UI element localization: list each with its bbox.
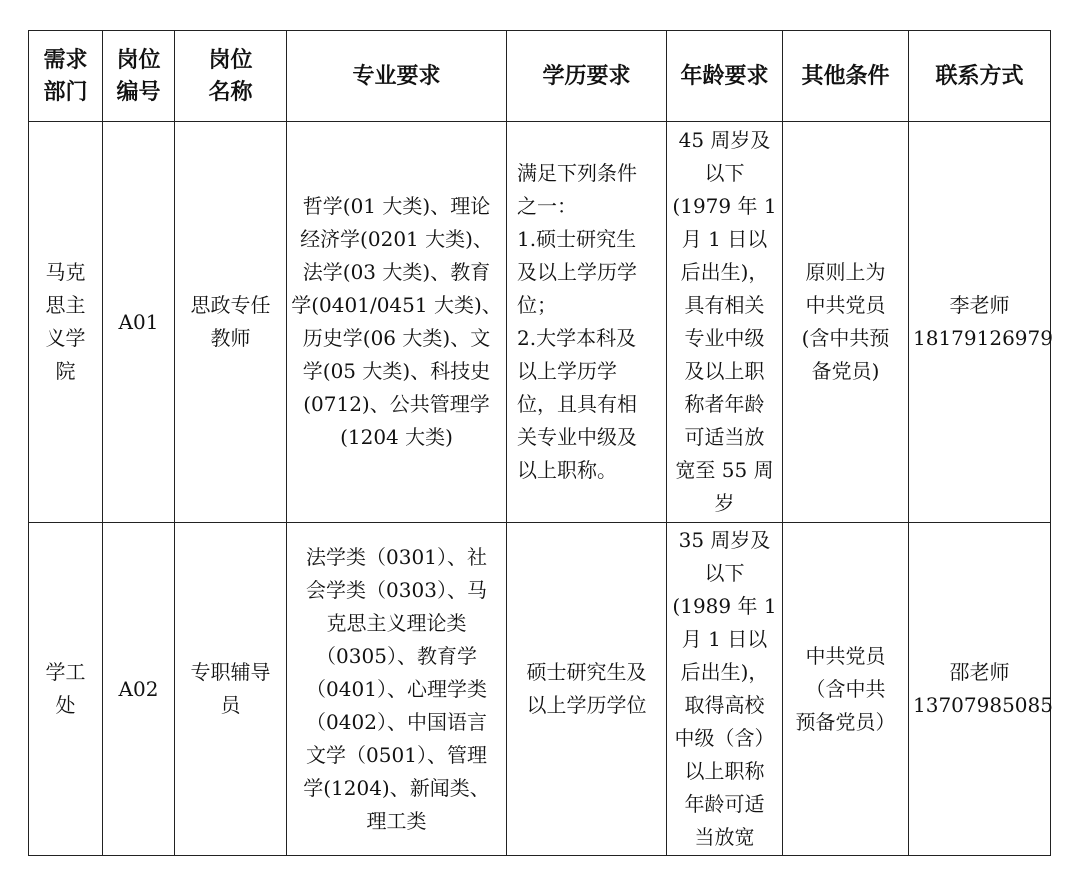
cell-line: 中共党员: [805, 293, 886, 317]
cell-line: 满足下列条件: [517, 161, 637, 185]
cell-line: 35 周岁及: [678, 528, 771, 552]
cell-name: [175, 523, 287, 856]
header-contact: 联系方式: [909, 31, 1051, 122]
cell-line: 思主: [45, 293, 86, 317]
cell-line: 院: [55, 359, 76, 383]
cell-line: 中级（含）: [674, 726, 775, 750]
cell-line: 经济学(0201 大类)、: [300, 227, 493, 251]
cell-line: (1979 年 1: [672, 194, 777, 218]
cell-line: 后出生)，: [680, 660, 769, 684]
cell-age: [667, 122, 783, 523]
cell-line: 月 1 日以: [681, 627, 768, 651]
cell-line: 思政专任: [190, 293, 271, 317]
cell-line: 及以上职: [684, 359, 765, 383]
cell-line: （0401）、心理学类: [306, 676, 487, 701]
cell-line: 当放宽: [694, 825, 755, 849]
table-row: [29, 523, 1051, 856]
cell-line: 1.硕士研究生: [517, 227, 637, 251]
cell-line: 具有相关: [684, 293, 765, 317]
cell-line: 以上职称: [684, 759, 765, 783]
cell-line: 以上学历学: [517, 359, 617, 383]
cell-code: [103, 523, 175, 856]
cell-line: 学(1204)、新闻类、: [303, 775, 490, 800]
cell-line: 专职辅导: [190, 660, 271, 684]
cell-line: (1989 年 1: [672, 594, 777, 618]
cell-line: 预备党员）: [795, 709, 896, 734]
cell-code: [103, 122, 175, 523]
cell-line: (1204 大类): [340, 425, 453, 449]
cell-other: [783, 523, 909, 856]
cell-line: 原则上为: [805, 260, 886, 284]
cell-name: [175, 122, 287, 523]
cell-line: 年龄可适: [684, 792, 765, 816]
cell-line: 学工: [45, 660, 86, 684]
cell-major: [287, 122, 507, 523]
cell-line: (含中共预: [801, 326, 890, 350]
cell-line: 位；: [517, 293, 557, 317]
cell-line: （0402）、中国语言: [306, 709, 487, 734]
cell-line: 员: [220, 693, 241, 717]
cell-edu: [507, 122, 667, 523]
header-edu: 学历要求: [507, 31, 667, 122]
cell-line: 义学: [45, 326, 86, 350]
cell-line: 学(05 大类)、科技史: [302, 359, 491, 383]
cell-line: 教师: [210, 326, 251, 350]
cell-line: 18179126979: [913, 326, 1053, 350]
cell-line: 专业中级: [684, 326, 765, 350]
cell-line: 会学类（0303）、马: [306, 577, 487, 602]
cell-line: 之一：: [517, 194, 577, 218]
cell-line: 月 1 日以: [681, 227, 768, 251]
header-code: 岗位 编号: [103, 31, 175, 122]
cell-line: 克思主义理论类: [326, 610, 467, 635]
cell-line: 李老师: [949, 293, 1010, 317]
cell-line: 以下: [704, 561, 745, 585]
cell-other: [783, 122, 909, 523]
cell-dept: [29, 523, 103, 856]
cell-line: 13707985085: [913, 693, 1053, 717]
cell-line: (0712)、公共管理学: [303, 392, 490, 416]
cell-line: 法学(03 大类)、教育: [302, 260, 491, 284]
cell-line: 学(0401/0451 大类)、: [291, 293, 502, 317]
cell-line: 法学类（0301）、社: [306, 544, 487, 569]
table-row: [29, 122, 1051, 523]
cell-line: 位，且具有相: [517, 392, 637, 416]
cell-line: 后出生)，: [680, 260, 769, 284]
cell-age: [667, 523, 783, 856]
table-body: [29, 122, 1051, 856]
cell-line: 硕士研究生及: [526, 660, 647, 684]
cell-line: 岁: [714, 491, 735, 515]
cell-contact: [909, 122, 1051, 523]
cell-contact: [909, 523, 1051, 856]
cell-line: 45 周岁及: [678, 128, 771, 152]
cell-line: 可适当放: [684, 425, 765, 449]
cell-line: 邵老师: [949, 660, 1010, 684]
cell-edu: [507, 523, 667, 856]
header-row: [29, 31, 1051, 122]
cell-line: 哲学(01 大类)、理论: [302, 194, 491, 218]
cell-dept: [29, 122, 103, 523]
cell-line: 理工类: [366, 808, 427, 833]
header-other: 其他条件: [783, 31, 909, 122]
cell-line: 及以上学历学: [517, 260, 637, 284]
cell-line: 以上职称。: [517, 458, 617, 482]
cell-line: 处: [55, 693, 76, 717]
cell-line: A02: [118, 676, 159, 701]
cell-line: 关专业中级及: [517, 425, 637, 449]
cell-line: （含中共: [805, 676, 886, 701]
cell-line: 中共党员: [805, 643, 886, 668]
cell-line: 宽至 55 周: [675, 458, 774, 482]
cell-line: 以下: [704, 161, 745, 185]
cell-line: 以上学历学位: [526, 693, 647, 717]
header-age: 年龄要求: [667, 31, 783, 122]
header-name: 岗位 名称: [175, 31, 287, 122]
cell-line: 备党员): [811, 359, 880, 383]
recruitment-table-container: [28, 30, 1051, 856]
cell-line: （0305）、教育学: [316, 643, 477, 668]
cell-line: 称者年龄: [684, 392, 765, 416]
cell-line: A01: [118, 309, 159, 334]
cell-major: [287, 523, 507, 856]
cell-line: 取得高校: [684, 693, 765, 717]
cell-line: 2.大学本科及: [517, 326, 637, 350]
cell-line: 马克: [45, 260, 86, 284]
cell-line: 文学（0501）、管理: [306, 742, 487, 767]
header-dept: 需求 部门: [29, 31, 103, 122]
recruitment-table: [28, 30, 1051, 856]
header-major: 专业要求: [287, 31, 507, 122]
cell-line: 历史学(06 大类)、文: [302, 326, 491, 350]
